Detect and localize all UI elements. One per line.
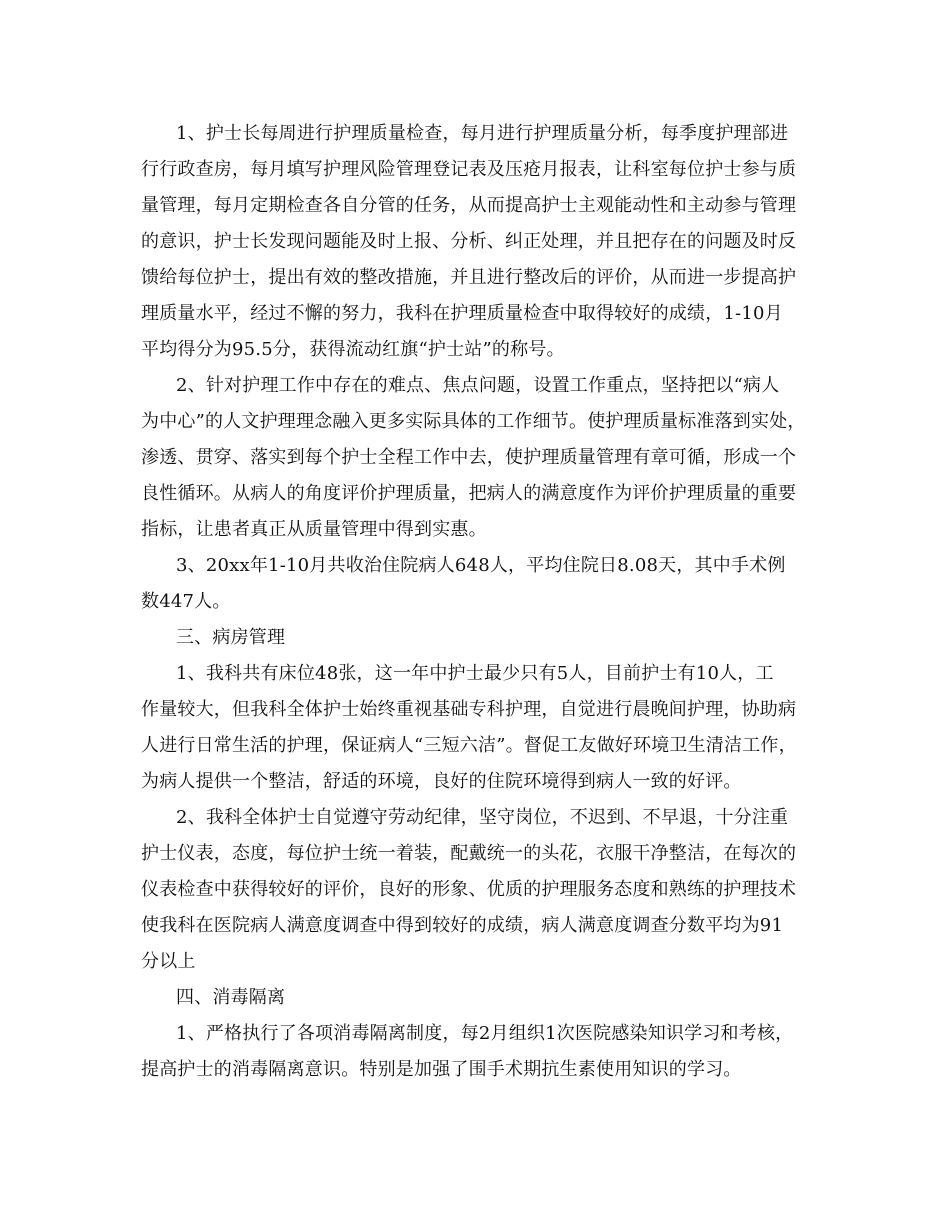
paragraph-1-line-2: 行行政查房，每月填写护理风险管理登记表及压疮月报表，让科室每位护士参与质 xyxy=(141,159,797,180)
paragraph-2-line-4: 良性循环。从病人的角度评价护理质量，把病人的满意度作为评价护理质量的重要 xyxy=(141,483,797,504)
paragraph-4-line-1: 1、我科共有床位48张，这一年中护士最少只有5人，目前护士有10人，工 xyxy=(176,663,774,684)
paragraph-1-line-3: 量管理，每月定期检查各自分管的任务，从而提高护士主观能动性和主动参与管理 xyxy=(141,195,797,216)
paragraph-2-line-2: 为中心”的人文护理理念融入更多实际具体的工作细节。使护理质量标准落到实处， xyxy=(141,411,806,432)
paragraph-3-line-2: 数447人。 xyxy=(141,591,231,612)
paragraph-5-line-2: 护士仪表，态度，每位护士统一着装，配戴统一的头花，衣服干净整洁，在每次的 xyxy=(141,843,797,864)
section-heading-ward-management: 三、病房管理 xyxy=(176,627,286,648)
paragraph-1-line-1: 1、护士长每周进行护理质量检查，每月进行护理质量分析，每季度护理部进 xyxy=(176,123,789,144)
paragraph-4-line-2: 作量较大，但我科全体护士始终重视基础专科护理，自觉进行晨晚间护理，协助病 xyxy=(141,699,797,720)
paragraph-2-line-5: 指标，让患者真正从质量管理中得到实惠。 xyxy=(141,519,487,540)
section-heading-disinfection: 四、消毒隔离 xyxy=(176,987,286,1008)
paragraph-4-line-4: 为病人提供一个整洁，舒适的环境，良好的住院环境得到病人一致的好评。 xyxy=(141,771,742,792)
paragraph-3-line-1: 3、20xx年1-10月共收治住院病人648人，平均住院日8.08天，其中手术例 xyxy=(176,555,786,576)
paragraph-4-line-3: 人进行日常生活的护理，保证病人“三短六洁”。督促工友做好环境卫生清洁工作， xyxy=(141,735,797,756)
paragraph-1-line-7: 平均得分为95.5分，获得流动红旗“护士站”的称号。 xyxy=(141,339,565,360)
paragraph-5-line-1: 2、我科全体护士自觉遵守劳动纪律，坚守岗位，不迟到、不早退，十分注重 xyxy=(176,807,789,828)
paragraph-6-line-1: 1、严格执行了各项消毒隔离制度，每2月组织1次医院感染知识学习和考核， xyxy=(176,1023,794,1044)
paragraph-5-line-3: 仪表检查中获得较好的评价，良好的形象、优质的护理服务态度和熟练的护理技术 xyxy=(141,879,797,900)
paragraph-1-line-4: 的意识，护士长发现问题能及时上报、分析、纠正处理，并且把存在的问题及时反 xyxy=(141,231,797,252)
paragraph-5-line-4: 使我科在医院病人满意度调查中得到较好的成绩，病人满意度调查分数平均为91 xyxy=(141,915,784,936)
paragraph-2-line-3: 渗透、贯穿、落实到每个护士全程工作中去，使护理质量管理有章可循，形成一个 xyxy=(141,447,797,468)
paragraph-6-line-2: 提高护士的消毒隔离意识。特别是加强了围手术期抗生素使用知识的学习。 xyxy=(141,1059,742,1080)
paragraph-2-line-1: 2、针对护理工作中存在的难点、焦点问题，设置工作重点，坚持把以“病人 xyxy=(176,375,780,396)
paragraph-5-line-5: 分以上 xyxy=(141,951,196,972)
paragraph-1-line-6: 理质量水平，经过不懈的努力，我科在护理质量检查中取得较好的成绩，1-10月 xyxy=(141,303,783,324)
paragraph-1-line-5: 馈给每位护士，提出有效的整改措施，并且进行整改后的评价，从而进一步提高护 xyxy=(141,267,797,288)
